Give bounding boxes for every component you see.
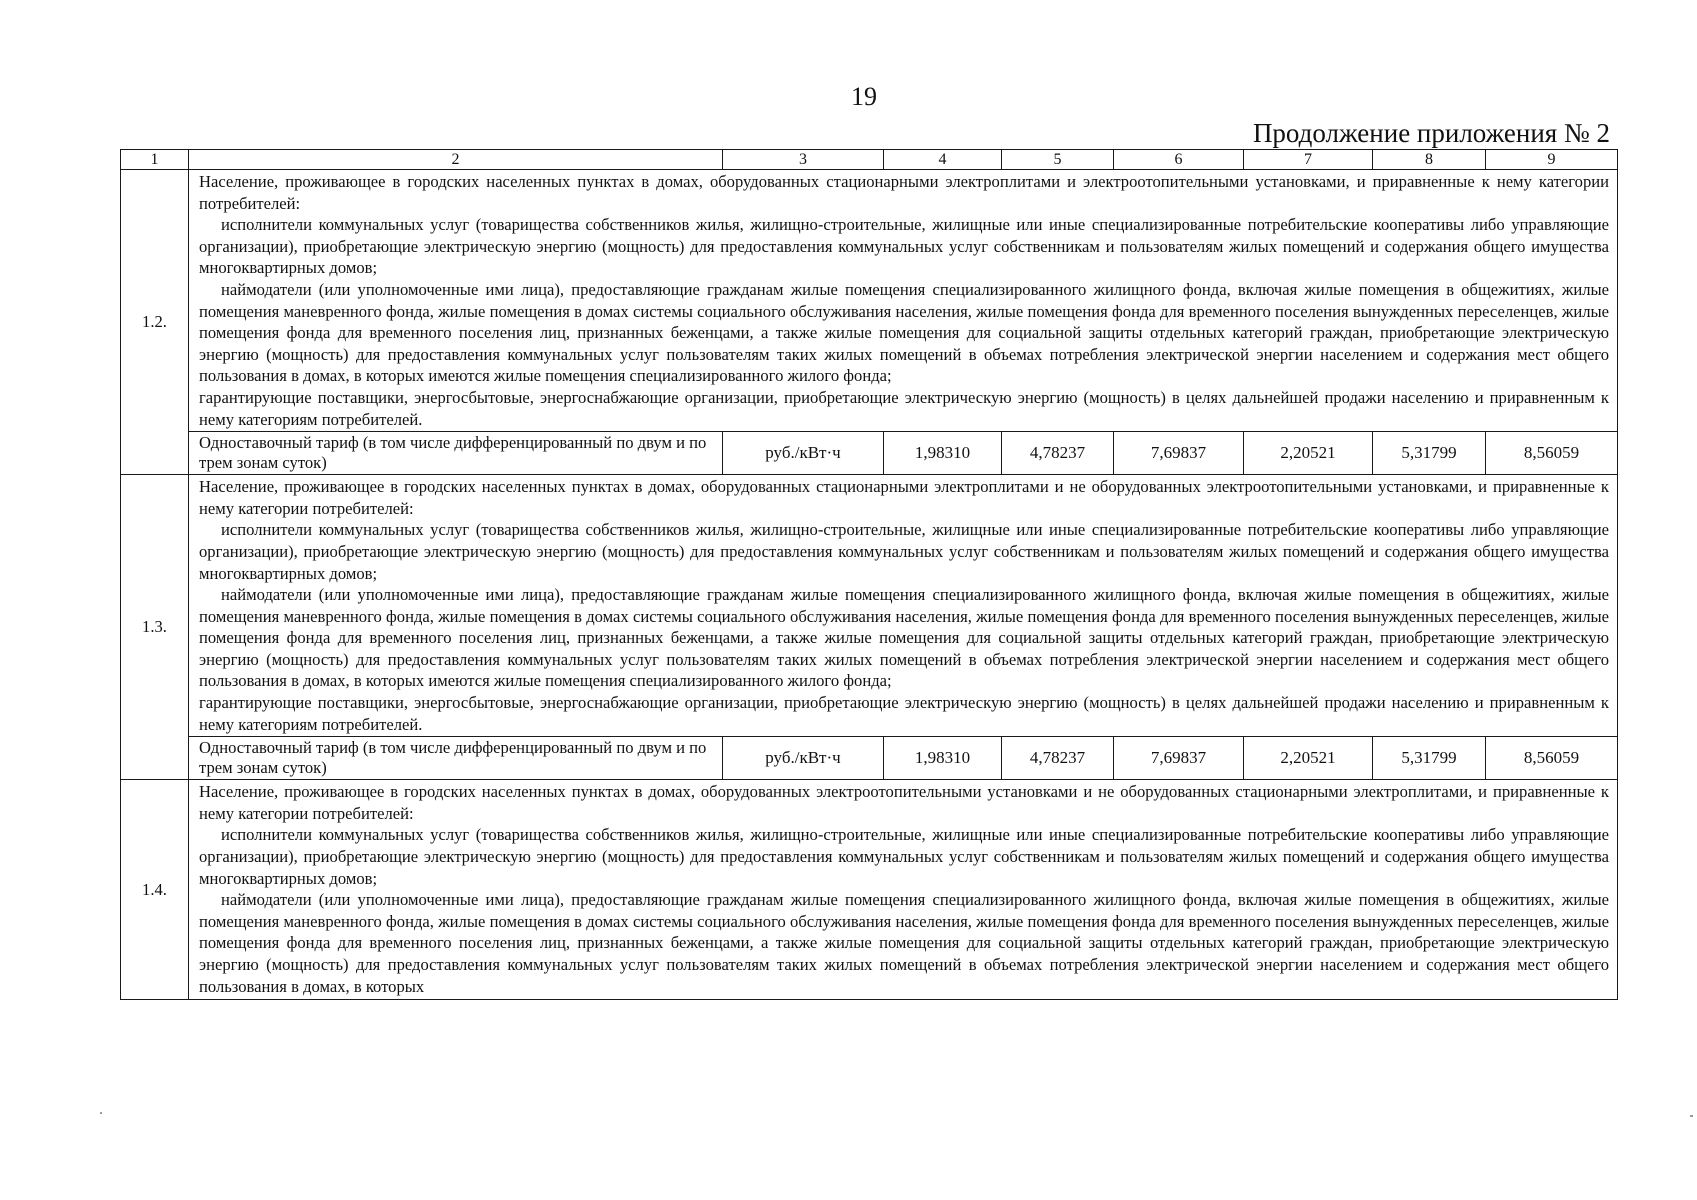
consumer-category-description: [189, 475, 1618, 737]
consumer-category-description: [189, 170, 1618, 432]
scan-crop-mark: [100, 1112, 102, 1114]
row-number: 1.3.: [121, 475, 189, 780]
column-number: 3: [723, 150, 884, 170]
description-paragraph: исполнители коммунальных услуг (товарищества собственников жилья, жилищно-строительные, жилищные или иные специализированные потребительские кооперативы либо управляющие организации), приобретающие электрическую энергию (мощность) для предоставления коммунальных услуг собственникам и пользователям жилых помещений и содержания общего имущества многоквартирных домов;: [199, 215, 1609, 278]
tariff-value: 1,98310: [884, 432, 1002, 475]
consumer-category-description: [189, 780, 1618, 1000]
description-paragraph: гарантирующие поставщики, энергосбытовые, энергоснабжающие организации, приобретающие электрическую энергию (мощность) в целях дальнейшей продажи населению и приравненным к нему категориям потребителей.: [199, 387, 1609, 429]
tariff-row: [121, 432, 1618, 475]
tariff-value: 5,31799: [1373, 737, 1486, 780]
tariff-value: 8,56059: [1486, 737, 1618, 780]
description-paragraph: Население, проживающее в городских населенных пунктах в домах, оборудованных стационарными электроплитами и не оборудованных электроотопительными установками, и приравненные к нему категории потребителей:: [199, 477, 1609, 518]
description-paragraph: наймодатели (или уполномоченные ими лица), предоставляющие гражданам жилые помещения специализированного жилищного фонда, включая жилые помещения в общежитиях, жилые помещения маневренного фонда, жилые помещения в домах системы социального обслуживания населения, жилые помещения фонда для временного поселения вынужденных переселенцев, жилые помещения фонда для временного поселения лиц, признанных беженцами, а также жилые помещения для социальной защиты отдельных категорий граждан, приобретающие электрическую энергию (мощность) для предоставления коммунальных услуг пользователям таких жилых помещений в объемах потребления электрической энергии населением и содержания мест общего пользования в домах, в которых: [199, 890, 1609, 996]
description-paragraph: Население, проживающее в городских населенных пунктах в домах, оборудованных стационарными электроплитами и электроотопительными установками, и приравненные к нему категории потребителей:: [199, 172, 1609, 213]
row-number: 1.4.: [121, 780, 189, 1000]
tariff-value: 4,78237: [1002, 737, 1114, 780]
tariff-value: 5,31799: [1373, 432, 1486, 475]
tariff-value: 7,69837: [1114, 737, 1244, 780]
tariff-value: 7,69837: [1114, 432, 1244, 475]
row-number: 1.2.: [121, 170, 189, 475]
tariff-value: 2,20521: [1244, 432, 1373, 475]
description-paragraph: Население, проживающее в городских населенных пунктах в домах, оборудованных электроотопительными установками и не оборудованных стационарными электроплитами, и приравненные к нему категории потребителей:: [199, 782, 1609, 823]
column-number: 4: [884, 150, 1002, 170]
page-number: 19: [851, 82, 877, 111]
table-row: [121, 475, 1618, 737]
column-number: 8: [1373, 150, 1486, 170]
column-number: 7: [1244, 150, 1373, 170]
description-paragraph: наймодатели (или уполномоченные ими лица), предоставляющие гражданам жилые помещения специализированного жилищного фонда, включая жилые помещения в общежитиях, жилые помещения маневренного фонда, жилые помещения в домах системы социального обслуживания населения, жилые помещения фонда для временного поселения вынужденных переселенцев, жилые помещения фонда для временного поселения лиц, признанных беженцами, а также жилые помещения для социальной защиты отдельных категорий граждан, приобретающие электрическую энергию (мощность) для предоставления коммунальных услуг пользователям таких жилых помещений в объемах потребления электрической энергии населением и содержания мест общего пользования в домах, в которых имеются жилые помещения специализированного жилого фонда;: [199, 279, 1609, 386]
tariff-value: 2,20521: [1244, 737, 1373, 780]
description-paragraph: исполнители коммунальных услуг (товарищества собственников жилья, жилищно-строительные, жилищные или иные специализированные потребительские кооперативы либо управляющие организации), приобретающие электрическую энергию (мощность) для предоставления коммунальных услуг собственникам и пользователям жилых помещений и содержания общего имущества многоквартирных домов;: [199, 520, 1609, 583]
tariff-table: [120, 149, 1618, 1000]
column-number: 6: [1114, 150, 1244, 170]
column-number: 2: [189, 150, 723, 170]
tariff-unit: руб./кВт·ч: [723, 432, 884, 475]
column-number: 9: [1486, 150, 1618, 170]
table-row: [121, 780, 1618, 1000]
scan-crop-mark: [1690, 1115, 1693, 1117]
description-paragraph: наймодатели (или уполномоченные ими лица), предоставляющие гражданам жилые помещения специализированного жилищного фонда, включая жилые помещения в общежитиях, жилые помещения маневренного фонда, жилые помещения в домах системы социального обслуживания населения, жилые помещения фонда для временного поселения вынужденных переселенцев, жилые помещения фонда для временного поселения лиц, признанных беженцами, а также жилые помещения для социальной защиты отдельных категорий граждан, приобретающие электрическую энергию (мощность) для предоставления коммунальных услуг пользователям таких жилых помещений в объемах потребления электрической энергии населением и содержания мест общего пользования в домах, в которых имеются жилые помещения специализированного жилого фонда;: [199, 585, 1609, 691]
tariff-value: 4,78237: [1002, 432, 1114, 475]
tariff-unit: руб./кВт·ч: [723, 737, 884, 780]
column-number: 5: [1002, 150, 1114, 170]
column-number-row: [121, 150, 1618, 170]
description-paragraph: исполнители коммунальных услуг (товарищества собственников жилья, жилищно-строительные, жилищные или иные специализированные потребительские кооперативы либо управляющие организации), приобретающие электрическую энергию (мощность) для предоставления коммунальных услуг собственникам и пользователям жилых помещений и содержания общего имущества многоквартирных домов;: [199, 825, 1609, 888]
column-number: 1: [121, 150, 189, 170]
description-paragraph: гарантирующие поставщики, энергосбытовые, энергоснабжающие организации, приобретающие электрическую энергию (мощность) в целях дальнейшей продажи населению и приравненным к нему категориям потребителей.: [199, 693, 1609, 734]
tariff-label: Одноставочный тариф (в том числе дифференцированный по двум и по трем зонам суток): [189, 737, 723, 780]
table-row: [121, 170, 1618, 432]
tariff-label: Одноставочный тариф (в том числе дифференцированный по двум и по трем зонам суток): [189, 432, 723, 475]
appendix-continuation-title: Продолжение приложения № 2: [1252, 118, 1610, 148]
tariff-row: [121, 737, 1618, 780]
tariff-value: 8,56059: [1486, 432, 1618, 475]
tariff-value: 1,98310: [884, 737, 1002, 780]
